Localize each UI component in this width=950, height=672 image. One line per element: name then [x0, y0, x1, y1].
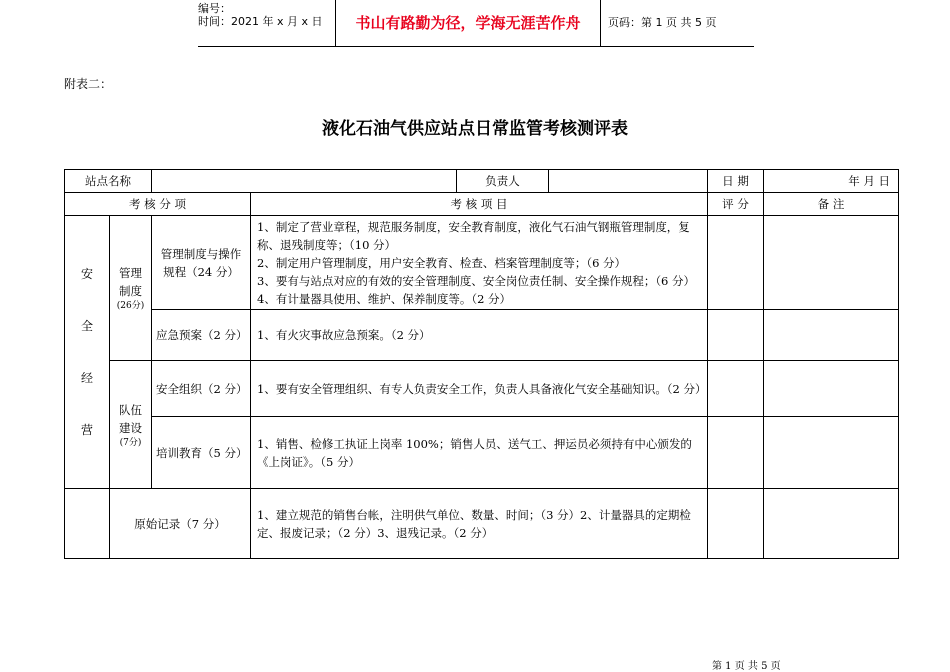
item-header: 考 核 分 项 [65, 193, 251, 216]
row5-category-blank [65, 489, 110, 559]
header-page-label: 页码：第 1 页 共 5 页 [608, 16, 717, 29]
group1-score: (26分) [116, 301, 145, 311]
time-label: 时间：2021 年 x 月 x 日 [198, 15, 323, 28]
page-footer: 第 1 页 共 5 页 [712, 661, 781, 672]
category-cell [65, 216, 110, 489]
row3-item: 安全组织（2 分） [152, 361, 251, 417]
category-char: 全 [80, 319, 93, 333]
evaluation-table [64, 169, 899, 559]
row1-desc: 1、制定了营业章程，规范服务制度，安全教育制度，液化气石油气钢瓶管理制度，复称、退残制度等；（10 分） 2、制定用户管理制度，用户安全教育、检查、档案管理制度等；（6 分） 3、要有与站点对应的有效的安全管理制度、安全岗位责任制、安全操作规程；（6 分）4、有计量器具使用、维护、保养制度等。（2 分） [251, 216, 708, 310]
group1-cell [110, 216, 152, 361]
table-row [65, 193, 899, 216]
remark-header: 备 注 [764, 193, 899, 216]
page-header [198, 0, 754, 47]
row5-score [708, 489, 764, 559]
table-row [65, 170, 899, 193]
group2-score: (7分) [119, 437, 142, 448]
table-row [65, 310, 899, 361]
number-label: 编号： [198, 2, 231, 15]
person-in-charge-value [549, 170, 707, 192]
group1-label: 管理制度 [118, 266, 142, 298]
row2-remark [764, 310, 899, 361]
row3-remark [764, 361, 899, 417]
row5-item: 原始记录（7 分） [110, 489, 251, 559]
row3-score [708, 361, 764, 417]
station-name-value [152, 170, 457, 192]
group2-label: 队伍建设 [118, 402, 142, 435]
row4-item: 培训教育（5 分） [152, 417, 251, 489]
row1-remark [764, 216, 899, 310]
date-value: 年 月 日 [764, 170, 899, 193]
row4-desc: 1、销售、检修工执证上岗率 100%；销售人员、送气工、押运员必须持有中心颁发的《上岗证》。（5 分） [251, 417, 708, 489]
row5-desc: 1、建立规范的销售台帐，注明供气单位、数量、时间；（3 分）2、计量器具的定期检定、报废记录；（2 分）3、退残记录。（2 分） [251, 489, 708, 559]
station-name-label: 站点名称 [65, 170, 152, 193]
score-header: 评 分 [708, 193, 764, 216]
group2-cell [110, 361, 152, 489]
attachment-label: 附表二： [64, 77, 113, 91]
row2-desc: 1、有火灾事故应急预案。（2 分） [251, 310, 708, 361]
category-char: 经 [80, 371, 93, 385]
table-row [65, 417, 899, 489]
person-in-charge-label: 负责人 [457, 170, 549, 192]
item-detail-header: 考 核 项 目 [251, 193, 708, 216]
page-title: 液化石油气供应站点日常监管考核测评表 [322, 119, 628, 139]
row2-item: 应急预案（2 分） [152, 310, 251, 361]
row1-score [708, 216, 764, 310]
header-meta [198, 0, 330, 48]
table-row [65, 489, 899, 559]
row4-score [708, 417, 764, 489]
table-row [65, 216, 899, 310]
header-motto: 书山有路勤为径，学海无涯苦作舟 [335, 0, 601, 46]
row5-remark [764, 489, 899, 559]
row1-item: 管理制度与操作规程（24 分） [152, 216, 251, 310]
row4-remark [764, 417, 899, 489]
category-char: 营 [80, 423, 93, 437]
station-info-cell [152, 170, 708, 193]
row2-score [708, 310, 764, 361]
table-row [65, 361, 899, 417]
category-char: 安 [80, 267, 93, 281]
row3-desc: 1、要有安全管理组织、有专人负责安全工作，负责人具备液化气安全基础知识。（2 分） [251, 361, 708, 417]
date-label: 日 期 [708, 170, 764, 193]
